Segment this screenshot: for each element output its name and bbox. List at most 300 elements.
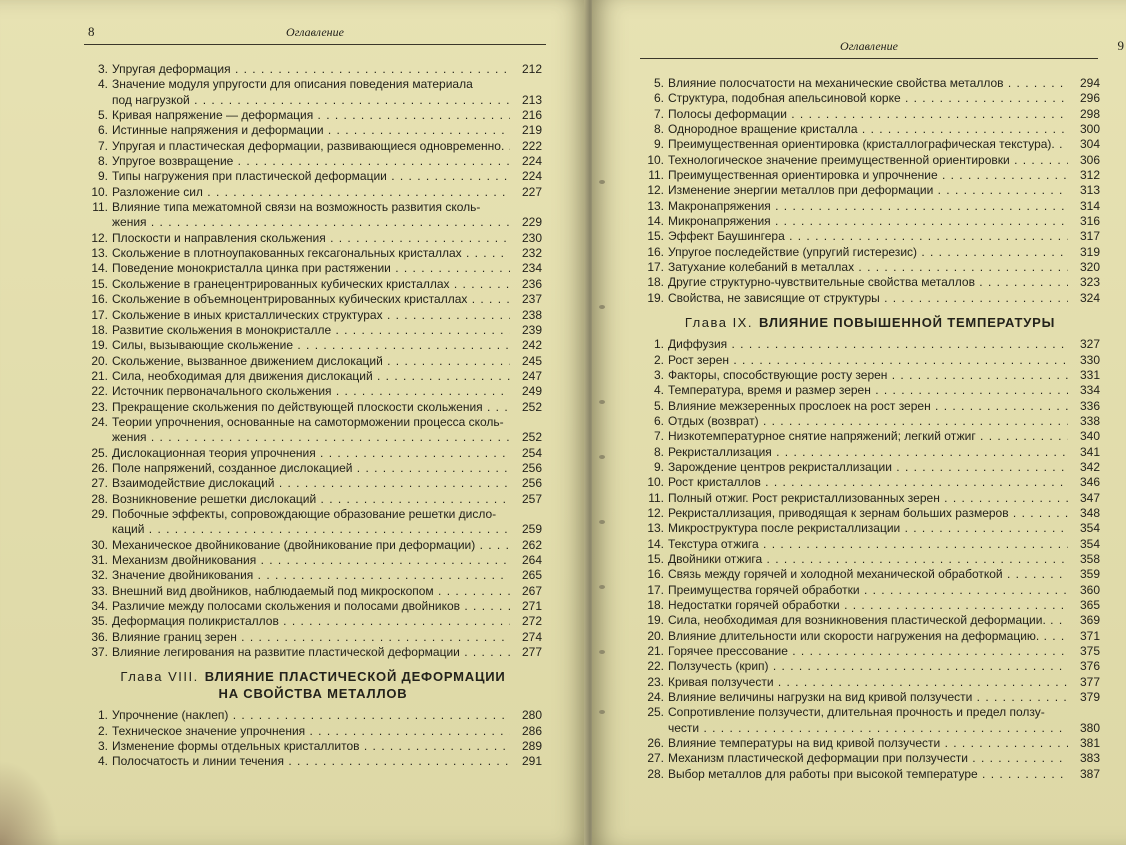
entry-page: 377 [1079,674,1100,689]
toc-entry [640,491,1100,506]
entry-page: 249 [521,384,542,399]
entry-title: Разложение сил . . . [112,185,510,200]
toc-entry [84,538,542,553]
toc-entry [640,736,1100,751]
toc-entry [84,308,542,323]
entry-page: 348 [1079,505,1100,520]
entry-page: 219 [521,123,542,138]
toc-entry [640,675,1100,690]
toc-entry [640,521,1100,536]
toc-entry [640,107,1100,122]
entry-title: Упругая и пластическая деформации, развивающиеся одновременно. . . . [112,139,510,154]
entry-number: 4. [97,77,108,92]
entry-page: 242 [521,338,542,353]
toc-entry [640,537,1100,552]
toc-entry [640,583,1100,598]
entry-title: Поле напряжений, созданное дислокацией . . . [112,461,510,476]
entry-page: 265 [521,568,542,583]
toc-entry [640,91,1100,106]
entry-title: Двойники отжига . . . [668,552,1068,567]
entry-page: 330 [1079,352,1100,367]
entry-title: Скольжение в объемноцентрированных кубических кристаллах . . . [112,292,510,307]
entry-number: 1. [653,337,664,352]
entry-number: 36. [91,629,108,644]
entry-title: Микронапряжения . . . [668,214,1068,229]
entry-number: 5. [653,76,664,90]
entry-title: Эффект Баушингера . . . [668,229,1068,244]
entry-title: Технологическое значение преимущественной ориентировки . . . [668,153,1068,168]
toc-entry [640,598,1100,613]
entry-page: 376 [1079,659,1100,674]
entry-title: Текстура отжига . . . [668,537,1068,552]
entry-page: 239 [521,322,542,337]
entry-page: 331 [1079,367,1100,382]
toc-entry [640,229,1100,244]
toc-entry [640,368,1100,383]
toc-entry [84,415,542,430]
toc-entry [84,476,542,491]
entry-title: Развитие скольжения в монокристалле . . . [112,323,510,338]
entry-number: 16. [647,567,664,582]
entry-page: 312 [1079,168,1100,183]
entry-title: Источник первоначального скольжения . . . [112,384,510,399]
entry-page: 387 [1079,766,1100,781]
entry-title: Побочные эффекты, сопровождающие образование решетки дисло- [112,506,497,521]
entry-number: 9. [653,137,664,152]
entry-number: 16. [647,244,664,259]
entry-number: 22. [91,384,108,399]
entry-number: 12. [91,230,108,245]
entry-title: Силы, вызывающие скольжение . . . [112,338,510,353]
entry-title: Горячее прессование . . . [668,644,1068,659]
toc-entry [84,354,542,369]
entry-title: Преимущества горячей обработки . . . [668,583,1068,598]
entry-page: 354 [1079,536,1100,551]
entry-title: Механизм двойникования . . . [112,553,510,568]
left-page-number: 8 [88,24,95,39]
toc-entry [640,751,1100,766]
entry-number: 12. [647,505,664,520]
entry-title: Другие структурно-чувствительные свойства металлов . . . [668,275,1068,290]
toc-entry [84,584,542,599]
entry-title: Поведение монокристалла цинка при растяжении . . . [112,261,510,276]
entry-title: Влияние полосчатости на механические свойства металлов . . . [668,76,1068,91]
entry-number: 6. [653,413,664,428]
toc-entry [84,614,542,629]
entry-title: Рекристаллизация, приводящая к зернам больших размеров . . . [668,506,1068,521]
entry-title-continuation: чести . . . [668,721,1068,736]
entry-number: 16. [91,292,108,307]
finger-shadow [0,760,60,845]
toc-entry [84,169,542,184]
entry-page: 369 [1079,613,1100,628]
entry-number: 15. [647,229,664,244]
entry-number: 3. [653,367,664,382]
entry-page: 375 [1079,644,1100,659]
entry-number: 10. [647,152,664,167]
entry-number: 4. [653,383,664,398]
entry-number: 18. [647,275,664,290]
entry-page: 272 [521,614,542,629]
entry-page: 227 [521,184,542,199]
entry-title: Свойства, не зависящие от структуры . . . [668,291,1068,306]
entry-page: 327 [1079,337,1100,352]
toc-entry [84,62,542,77]
entry-page: 354 [1079,521,1100,536]
entry-page: 224 [521,154,542,169]
entry-number: 35. [91,614,108,629]
entry-title: Изменение формы отдельных кристаллитов . . . [112,739,510,754]
entry-title: Преимущественная ориентировка и упрочнение . . . [668,168,1068,183]
toc-entry [640,705,1100,720]
toc-entry [640,475,1100,490]
toc-entry [640,567,1100,582]
entry-page: 304 [1079,137,1100,152]
entry-number: 23. [91,399,108,414]
entry-number: 19. [647,613,664,628]
entry-page: 234 [521,261,542,276]
entry-page: 286 [521,723,542,738]
entry-page: 256 [521,476,542,491]
entry-page: 252 [521,399,542,414]
entry-number: 19. [647,290,664,305]
toc-entry [640,613,1100,628]
entry-number: 21. [647,644,664,659]
entry-title: Влияние длительности или скорости нагружения на деформацию. . . . [668,629,1068,644]
toc-entry [84,277,542,292]
entry-title: Полный отжиг. Рост рекристаллизованных зерен . . . [668,491,1068,506]
entry-page: 319 [1079,244,1100,259]
entry-number: 3. [97,739,108,754]
entry-number: 20. [91,353,108,368]
entry-number: 9. [653,459,664,474]
entry-page: 232 [521,246,542,261]
entry-page: 259 [521,522,542,537]
entry-number: 4. [97,754,108,769]
toc-entry [640,644,1100,659]
toc-entry [84,369,542,384]
entry-title-continuation: под нагрузкой . . . [112,93,510,108]
entry-page: 314 [1079,198,1100,213]
chapter-heading-viii [84,668,542,702]
entry-page: 236 [521,276,542,291]
entry-number: 31. [91,553,108,567]
toc-entry [84,724,542,739]
entry-number: 37. [91,645,108,660]
toc-entry [640,429,1100,444]
entry-title: Влияние межзеренных прослоек на рост зерен . . . [668,399,1068,414]
entry-number: 17. [647,582,664,597]
toc-entry [84,599,542,614]
entry-title: Сила, необходимая для возникновения пластической деформации. . . . [668,613,1068,628]
toc-entry [84,154,542,169]
toc-entry [84,246,542,261]
entry-number: 7. [97,138,108,153]
toc-entry [84,708,542,723]
toc-entry [640,460,1100,475]
entry-title: Структура, подобная апельсиновой корке . . . [668,91,1068,106]
entry-number: 7. [653,429,664,444]
entry-title: Полосчатость и линии течения . . . [112,754,510,769]
toc-entry [640,199,1100,214]
entry-page: 347 [1079,490,1100,505]
entry-page: 267 [521,583,542,598]
entry-page: 245 [521,353,542,368]
entry-number: 23. [647,674,664,689]
entry-title: Кривая ползучести . . . [668,675,1068,690]
entry-title: Сила, необходимая для движения дислокаций . . . [112,369,510,384]
entry-title: Влияние легирования на развитие пластической деформации . . . [112,645,510,660]
entry-number: 5. [653,398,664,413]
entry-number: 6. [653,91,664,106]
toc-entry [84,139,542,154]
entry-page: 216 [521,108,542,123]
left-toc [84,62,542,770]
entry-page: 316 [1079,214,1100,229]
toc-entry [84,568,542,583]
toc-entry [84,261,542,276]
entry-title: Упругое возвращение . . . [112,154,510,169]
toc-entry [84,384,542,399]
entry-title: Скольжение в плотноупакованных гексагональных кристаллах . . . [112,246,510,261]
toc-entry [640,137,1100,152]
entry-title: Влияние границ зерен . . . [112,630,510,645]
entry-number: 32. [91,568,108,583]
toc-entry [640,76,1100,91]
toc-entry [84,200,542,215]
entry-title: Связь между горячей и холодной механической обработкой . . . [668,567,1068,582]
entry-number: 10. [91,184,108,199]
entry-page: 365 [1079,598,1100,612]
entry-title: Рост зерен . . . [668,353,1068,368]
entry-number: 34. [91,599,108,614]
entry-number: 3. [97,62,108,76]
entry-number: 15. [91,276,108,291]
toc-entry [84,185,542,200]
entry-number: 15. [647,551,664,566]
toc-entry [84,507,542,522]
entry-title: Истинные напряжения и деформации . . . [112,123,510,138]
entry-number: 26. [647,736,664,751]
toc-entry [640,168,1100,183]
entry-number: 14. [647,214,664,229]
entry-page: 380 [1079,720,1100,735]
entry-number: 8. [97,154,108,169]
entry-page: 358 [1079,551,1100,566]
entry-title: Затухание колебаний в металлах . . . [668,260,1068,275]
entry-page: 323 [1079,275,1100,290]
entry-number: 19. [91,338,108,353]
right-toc [640,76,1100,782]
entry-page: 360 [1079,582,1100,597]
right-running-title: Оглавление [840,39,898,53]
entry-title: Рост кристаллов . . . [668,475,1068,490]
toc-entry [640,767,1100,782]
toc-entry [640,629,1100,644]
entry-number: 24. [647,690,664,705]
entry-title: Теории упрочнения, основанные на самоторможении процесса сколь- [112,414,504,429]
entry-title: Скольжение в иных кристаллических структурах . . . [112,308,510,323]
entry-title: Упругое последействие (упругий гистерезис) . . . [668,245,1068,260]
entry-number: 8. [653,444,664,459]
toc-entry [640,214,1100,229]
entry-title: Изменение энергии металлов при деформации . . . [668,183,1068,198]
entry-page: 381 [1079,736,1100,751]
entry-page: 277 [521,645,542,660]
entry-number: 7. [653,106,664,121]
chapter-lead: Глава VIII. [120,669,199,685]
entry-page: 274 [521,629,542,644]
entry-title: Возникновение решетки дислокаций . . . [112,492,510,507]
entry-page: 256 [521,460,542,475]
entry-title-continuation: жения . . . [112,430,510,445]
entry-number: 11. [648,168,664,183]
entry-title: Различие между полосами скольжения и полосами двойников . . . [112,599,510,614]
toc-entry [84,739,542,754]
chapter-lead: Глава IX. [684,315,753,331]
entry-title: Скольжение в гранецентрированных кубических кристаллах . . . [112,277,510,292]
entry-page: 291 [521,754,542,769]
entry-title: Значение модуля упругости для описания поведения материала [112,77,473,92]
toc-entry [640,337,1100,352]
toc-entry-continuation [640,721,1100,736]
toc-entry [640,690,1100,705]
entry-number: 33. [91,583,108,598]
entry-number: 18. [91,322,108,337]
entry-title: Микроструктура после рекристаллизации . . . [668,521,1068,536]
entry-title: Диффузия . . . [668,337,1068,352]
right-toc-list-a [640,76,1100,306]
entry-page: 336 [1079,398,1100,413]
entry-page: 229 [521,215,542,230]
entry-page: 340 [1079,429,1100,444]
chapter-title-line1: ВЛИЯНИЕ ПЛАСТИЧЕСКОЙ ДЕФОРМАЦИИ [204,669,506,685]
entry-number: 27. [647,751,664,766]
toc-entry [84,400,542,415]
entry-page: 371 [1079,628,1100,643]
entry-page: 237 [521,292,542,307]
entry-number: 2. [97,723,108,738]
toc-entry [640,260,1100,275]
toc-entry [84,492,542,507]
entry-number: 11. [648,490,664,505]
entry-number: 20. [647,628,664,643]
right-running-head [640,36,1124,59]
entry-number: 30. [91,537,108,552]
toc-entry [640,506,1100,521]
entry-page: 324 [1079,290,1100,305]
entry-page: 379 [1079,690,1100,705]
entry-number: 21. [91,368,108,383]
toc-entry [640,275,1100,290]
entry-title: Взаимодействие дислокаций . . . [112,476,510,491]
entry-page: 317 [1079,229,1100,244]
entry-number: 22. [647,659,664,674]
entry-title: Однородное вращение кристалла . . . [668,122,1068,137]
entry-number: 27. [91,476,108,491]
entry-page: 346 [1079,475,1100,490]
entry-title: Дислокационная теория упрочнения . . . [112,446,510,461]
entry-page: 257 [521,491,542,506]
entry-title: Внешний вид двойников, наблюдаемый под микроскопом . . . [112,584,510,599]
chapter-heading-ix [640,314,1100,331]
toc-entry [640,414,1100,429]
entry-title: Типы нагружения при пластической деформации . . . [112,169,510,184]
entry-page: 252 [521,430,542,445]
toc-entry [84,338,542,353]
toc-entry [640,291,1100,306]
entry-page: 254 [521,445,542,460]
entry-title: Влияние типа межатомной связи на возможность развития сколь- [112,200,481,215]
entry-title: Упрочнение (наклеп) . . . [112,708,510,723]
entry-page: 238 [521,307,542,322]
entry-number: 12. [647,183,664,198]
toc-entry [640,353,1100,368]
toc-entry [640,153,1100,168]
toc-entry-continuation [84,93,542,108]
chapter-title-line2: НА СВОЙСТВА МЕТАЛЛОВ [218,686,408,702]
entry-page: 213 [521,92,542,107]
entry-title: Низкотемпературное снятие напряжений; легкий отжиг . . . [668,429,1068,444]
right-toc-list-b [640,337,1100,782]
entry-number: 17. [647,260,664,275]
toc-entry [84,553,542,568]
entry-page: 289 [521,739,542,754]
entry-title: Упругая деформация . . . [112,62,510,77]
toc-entry [84,630,542,645]
entry-page: 342 [1079,459,1100,474]
entry-page: 341 [1079,444,1100,459]
entry-page: 224 [521,169,542,184]
entry-title-continuation: каций . . . [112,522,510,537]
toc-entry [84,123,542,138]
entry-title: Деформация поликристаллов . . . [112,614,510,629]
entry-page: 264 [521,553,542,567]
toc-entry [640,552,1100,567]
toc-entry-continuation [84,215,542,230]
entry-page: 334 [1079,383,1100,398]
entry-title: Влияние величины нагрузки на вид кривой ползучести . . . [668,690,1068,705]
entry-number: 26. [91,460,108,475]
entry-number: 14. [91,261,108,276]
entry-title: Выбор металлов для работы при высокой температуре . . . [668,767,1068,782]
entry-title: Влияние температуры на вид кривой ползучести . . . [668,736,1068,751]
entry-number: 11. [92,200,108,215]
toc-entry [84,446,542,461]
entry-page: 338 [1079,413,1100,428]
entry-number: 13. [647,198,664,213]
toc-entry-continuation [84,430,542,445]
entry-number: 6. [97,123,108,138]
chapter-title-line1: ВЛИЯНИЕ ПОВЫШЕННОЙ ТЕМПЕРАТУРЫ [758,315,1056,331]
entry-page: 222 [521,138,542,153]
entry-number: 13. [91,246,108,261]
binding-holes [596,0,610,845]
entry-page: 271 [521,599,542,614]
toc-entry-continuation [84,522,542,537]
entry-title-continuation: жения . . . [112,215,510,230]
entry-title: Прекращение скольжения по действующей плоскости скольжения . . . [112,400,510,415]
entry-page: 298 [1079,106,1100,121]
entry-page: 247 [521,368,542,383]
entry-title: Факторы, способствующие росту зерен . . . [668,368,1068,383]
toc-entry [640,245,1100,260]
entry-number: 28. [647,766,664,781]
entry-page: 313 [1079,183,1100,198]
toc-entry [84,108,542,123]
entry-title: Техническое значение упрочнения . . . [112,724,510,739]
toc-entry [84,645,542,660]
